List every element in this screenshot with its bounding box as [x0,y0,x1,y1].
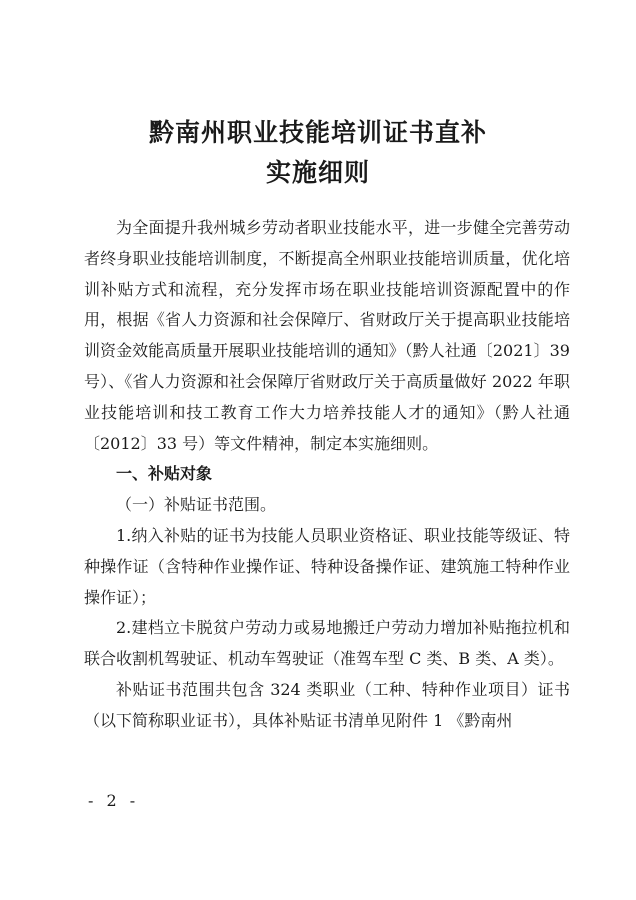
list-item-1: 1.纳入补贴的证书为技能人员职业资格证、职业技能等级证、特种操作证（含特种作业操作证、特种设备操作证、建筑施工特种作业操作证）； [84,525,570,607]
section-heading-subsidy-targets: 一、补贴对象 [116,464,213,484]
list-item-2: 2.建档立卡脱贫户劳动力或易地搬迁户劳动力增加补贴拖拉机和联合收割机驾驶证、机动车驾驶证（准驾车型 C 类、B 类、A 类）。 [84,618,570,669]
scope-paragraph: 补贴证书范围共包含 324 类职业（工种、特种作业项目）证书（以下简称职业证书），具体补贴证书清单见附件 1 《黔南州 [84,679,570,730]
document-title-line-1: 黔南州职业技能培训证书直补 [148,118,487,147]
document-title-line-2: 实施细则 [265,158,370,187]
page-number: - 2 - [88,791,140,810]
subsection-heading-certificate-scope: （一）补贴证书范围。 [116,495,277,515]
document-body [84,213,570,737]
intro-paragraph: 为全面提升我州城乡劳动者职业技能水平，进一步健全完善劳动者终身职业技能培训制度，不断提高全州职业技能培训质量，优化培训补贴方式和流程，充分发挥市场在职业技能培训资源配置中的作用，根据《省人力资源和社会保障厅、省财政厅关于提高职业技能培训资金效能高质量开展职业技能培训的通知》（黔人社通〔2021〕39 号）、《省人力资源和社会保障厅省财政厅关于高质量做好 2022 年职业技能培训和技工教育工作大力培养技能人才的通知》（黔人社通〔2012〕33 号）等文件精神，制定本实施细则。 [84,218,570,453]
